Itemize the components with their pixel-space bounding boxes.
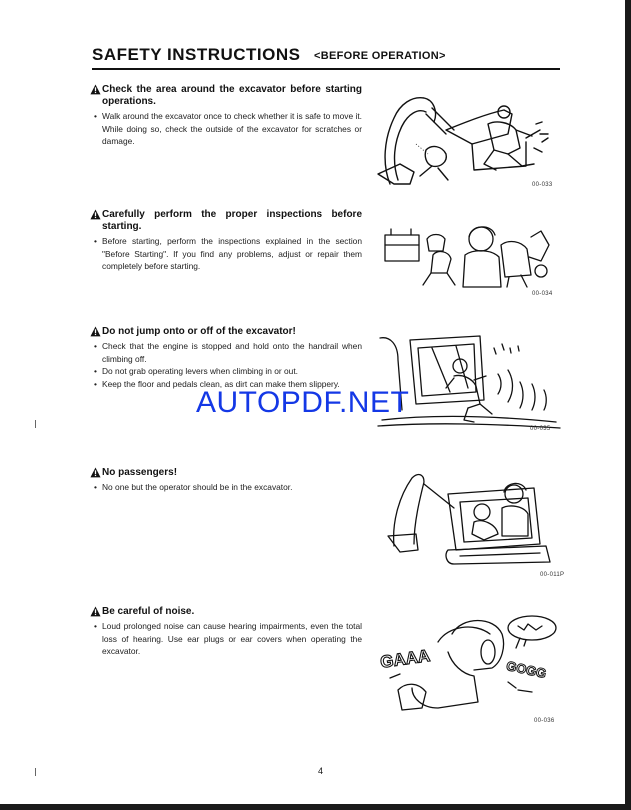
figure-label: 00-035 [530, 426, 551, 432]
section-title: No passengers! [90, 467, 362, 479]
figure-label: 00-033 [532, 182, 553, 188]
illustration-inspections [381, 215, 561, 290]
list-item: • Check that the engine is stopped and hold onto the handrail when climbing off. [90, 340, 362, 365]
scan-mark [35, 420, 36, 428]
page-number: 4 [318, 766, 324, 776]
warning-triangle-icon [90, 84, 101, 95]
scan-mark [35, 768, 36, 776]
warning-triangle-icon [90, 606, 101, 617]
noise-text-right: GOGG [504, 658, 548, 682]
illustration-walkaround [376, 84, 562, 188]
list-item: • No one but the operator should be in the excavator. [90, 481, 362, 494]
section-title: Be careful of noise. [90, 606, 362, 618]
warning-triangle-icon [90, 326, 101, 337]
warning-triangle-icon [90, 467, 101, 478]
section-do-not-jump [90, 326, 362, 390]
section-title: Do not jump onto or off of the excavator! [90, 326, 362, 338]
page-header [92, 44, 560, 70]
list-item: • Walk around the excavator once to check whether it is safe to move it. While doing so, check the outside of the excavator for scratches or damage. [90, 110, 362, 148]
bullet-list [90, 620, 362, 658]
bullet-list [90, 481, 362, 494]
figure-label: 00-036 [534, 718, 555, 724]
bullet-list [90, 110, 362, 148]
scan-edge-right [625, 0, 631, 810]
watermark: AUTOPDF.NET [196, 386, 410, 419]
scan-edge-bottom [0, 804, 631, 810]
section-no-passengers [90, 467, 362, 494]
illustration-no-passengers [384, 464, 560, 568]
page-subtitle: <BEFORE OPERATION> [314, 50, 446, 62]
section-check-area [90, 84, 362, 148]
bullet-list [90, 235, 362, 273]
figure-label: 00-034 [532, 291, 553, 297]
section-title: Carefully perform the proper inspections before starting. [90, 209, 362, 233]
section-inspections [90, 209, 362, 273]
bullet-list [90, 340, 362, 390]
figure-label: 00-011P [540, 572, 565, 578]
list-item: • Do not grab operating levers when climbing in or out. [90, 365, 362, 378]
section-title: Check the area around the excavator before starting operations. [90, 84, 362, 108]
section-noise [90, 606, 362, 658]
page-title: SAFETY INSTRUCTIONS [92, 45, 301, 64]
list-item: • Keep the floor and pedals clean, as dirt can make them slippery. [90, 378, 362, 391]
list-item: • Before starting, perform the inspections explained in the section "Before Starting". If you find any problems, adjust or repair them completely before starting. [90, 235, 362, 273]
illustration-noise [378, 612, 562, 718]
noise-text-left: GAAA [379, 646, 432, 672]
warning-triangle-icon [90, 209, 101, 220]
list-item: • Loud prolonged noise can cause hearing impairments, even the total loss of hearing. Use ear plugs or ear covers when operating the excavator. [90, 620, 362, 658]
